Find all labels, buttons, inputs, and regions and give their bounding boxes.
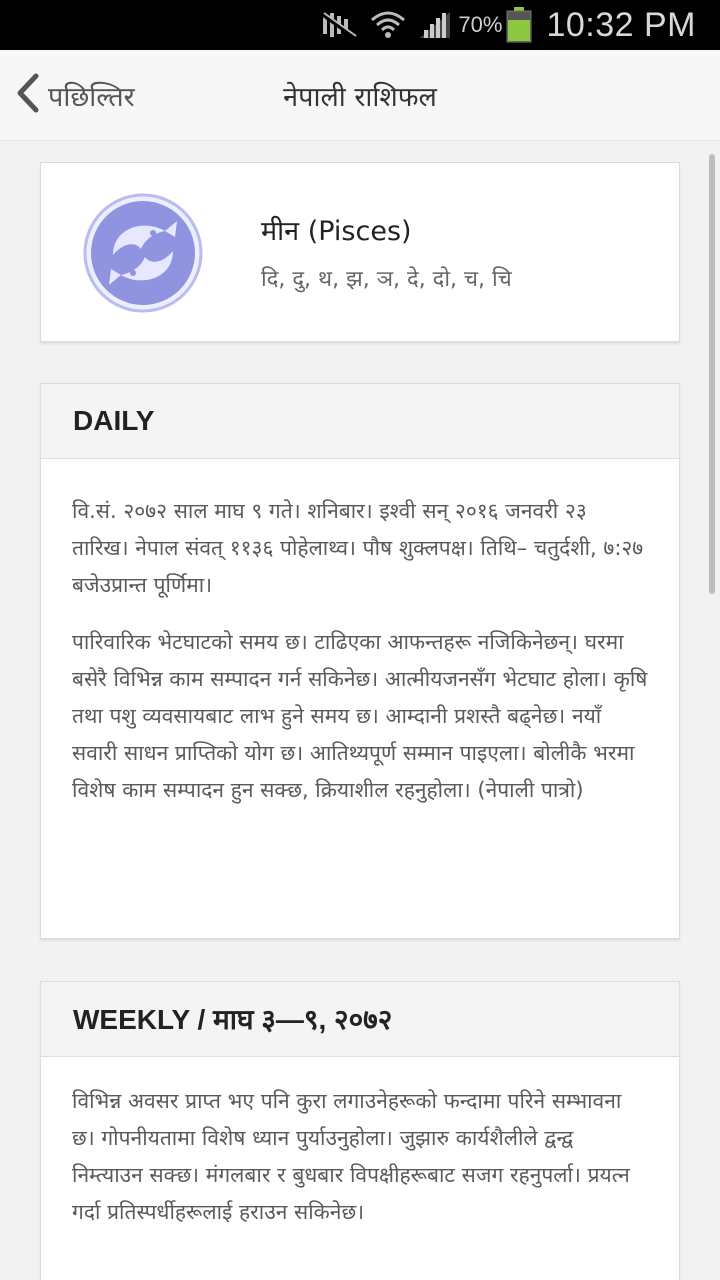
daily-heading: DAILY: [41, 384, 679, 459]
scrollbar[interactable]: [709, 154, 715, 594]
daily-paragraph: पारिवारिक भेटघाटको समय छ। टाढिएका आफन्तहरू नजिकिनेछन्। घरमा बसेरै विभिन्न काम सम्पादन गर्न सकिनेछ। आत्मीयजनसँग भेटघाट होला। कृषि तथा पशु व्यवसायबाट लाभ हुने समय छ। आम्दानी प्रशस्तै बढ्नेछ। नयाँ सवारी साधन प्राप्तिको योग छ। आतिथ्यपूर्ण सम्मान पाइएला। बोलीकै भरमा विशेष काम सम्पादन हुन सक्छ, क्रियाशील रहनुहोला। (नेपाली पात्रो): [72, 630, 648, 802]
action-bar: [0, 50, 720, 141]
clock: 10:32 PM: [546, 5, 696, 44]
daily-card: [40, 383, 680, 939]
status-bar: [0, 0, 720, 50]
pisces-icon: [83, 193, 203, 313]
daily-paragraph: वि.सं. २०७२ साल माघ ९ गते। शनिबार। इश्वी सन् २०१६ जनवरी २३ तारिख। नेपाल संवत् ११३६ पोहेलाथ्व। पौष शुक्लपक्ष। तिथि– चतुर्दशी, ७:२७ बजेउप्रान्त पूर्णिमा।: [72, 499, 644, 597]
battery-icon: [506, 7, 532, 43]
sign-name: मीन (Pisces): [261, 216, 412, 247]
signal-icon: [418, 10, 452, 40]
mute-icon: [320, 10, 358, 40]
weekly-heading: WEEKLY / माघ ३—९, २०७२: [41, 982, 679, 1057]
wifi-icon: [370, 9, 406, 41]
chevron-left-icon: [14, 73, 40, 117]
sign-letters: दि, दु, थ, झ, ञ, दे, दो, च, चि: [261, 267, 512, 292]
back-button[interactable]: [14, 50, 135, 140]
weekly-card: [40, 981, 680, 1280]
back-label: पछिल्तिर: [48, 81, 135, 113]
weekly-paragraph: विभिन्न अवसर प्राप्त भए पनि कुरा लगाउनेहरूको फन्दामा परिने सम्भावना छ। गोपनीयतामा विशेष ध्यान पुर्याउनुहोला। जुझारु कार्यशैलीले द्वन्द्व निम्त्याउन सक्छ। मंगलबार र बुधबार विपक्षीहरूबाट सजग रहनुपर्ला। प्रयत्न गर्दा प्रतिस्पर्धीहरूलाई हराउन सकिनेछ।: [72, 1089, 630, 1224]
battery-percent: 70%: [458, 12, 503, 37]
page-title: नेपाली राशिफल: [283, 81, 437, 113]
sign-card: [40, 162, 680, 342]
content-scroll[interactable]: [0, 140, 720, 1280]
